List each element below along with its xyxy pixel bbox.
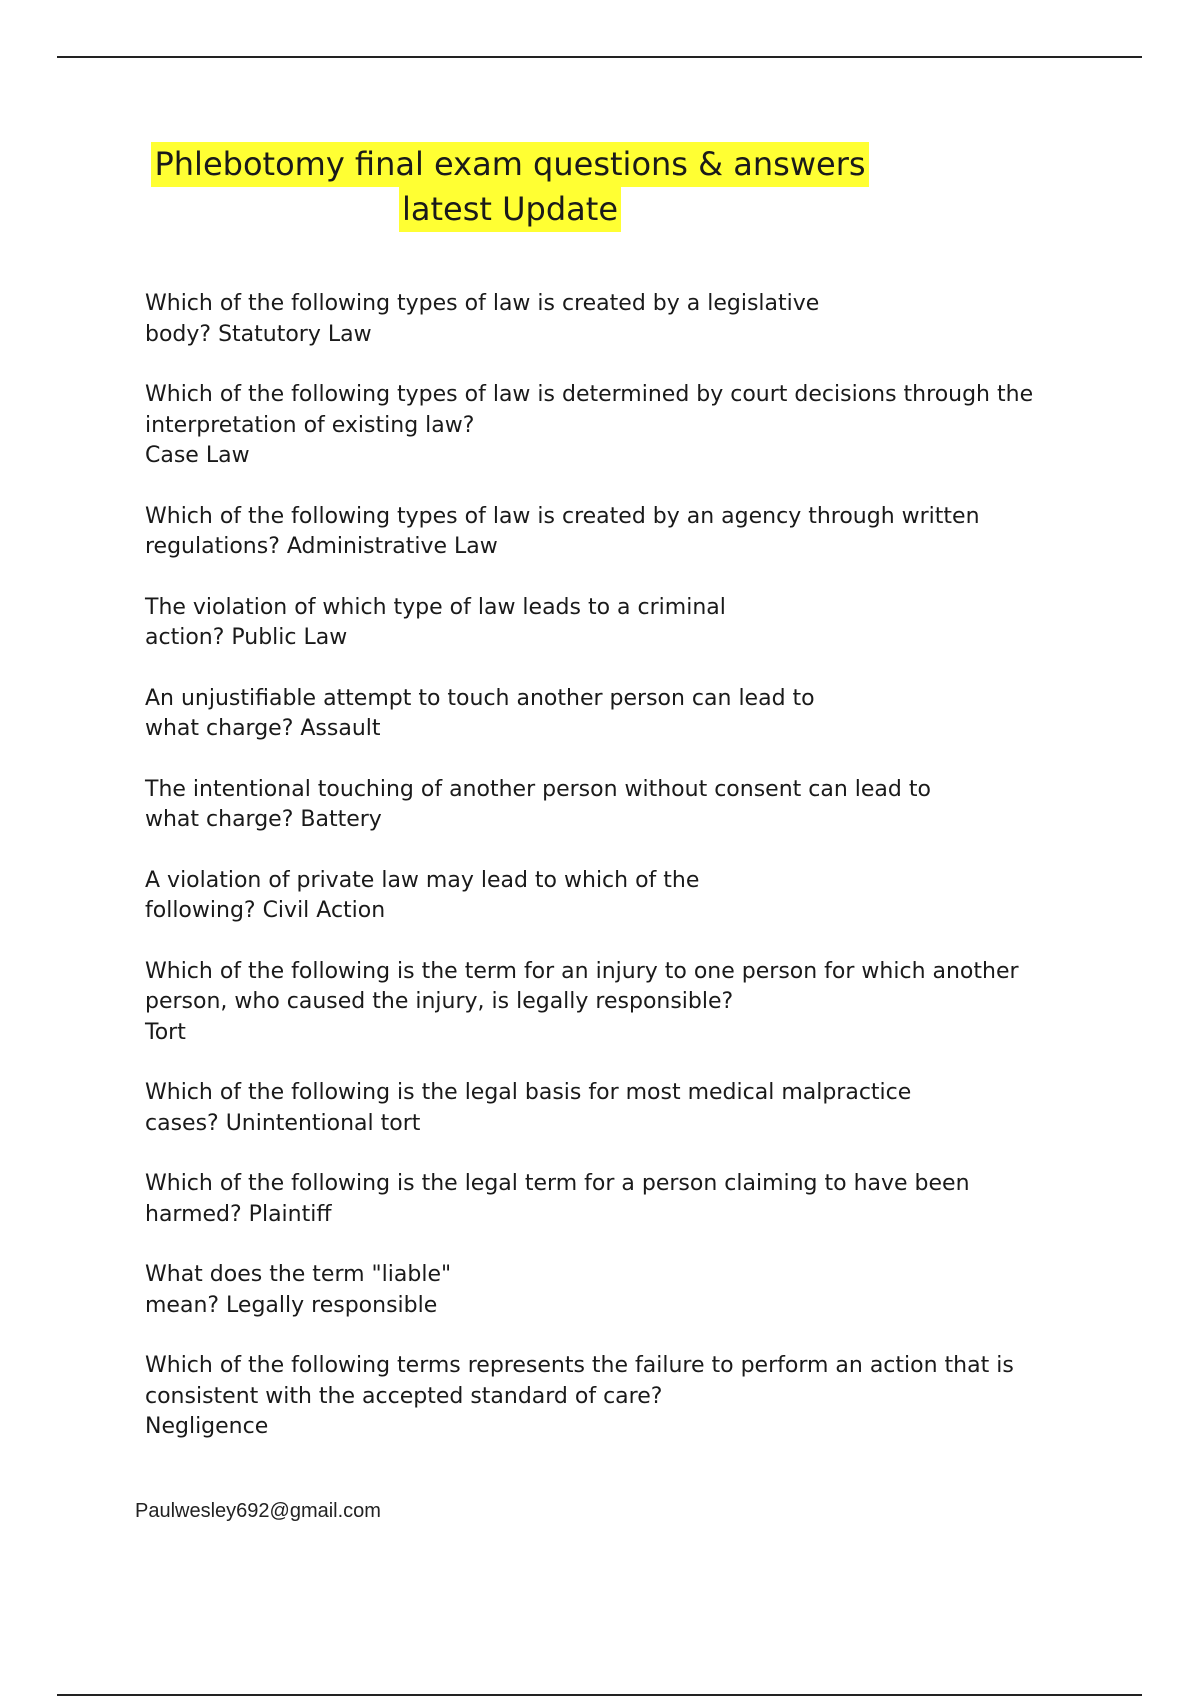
qa-line: consistent with the accepted standard of care? [145, 1383, 663, 1409]
qa-item [145, 502, 1075, 563]
qa-item [145, 289, 1075, 350]
qa-line: What does the term "liable" [145, 1262, 452, 1287]
qa-line: following? Civil Action [145, 898, 386, 923]
title-line-1: Phlebotomy final exam questions & answers [151, 142, 868, 187]
qa-line: mean? Legally responsible [145, 1292, 438, 1318]
qa-line: harmed? Plaintiff [145, 1201, 332, 1227]
qa-line: Which of the following terms represents the failure to perform an action that is [145, 1353, 1014, 1378]
page-title [150, 142, 870, 232]
qa-line: Which of the following is the legal term for a person claiming to have been [145, 1171, 970, 1196]
qa-line: Which of the following types of law is determined by court decisions through the [145, 382, 1034, 407]
qa-item [145, 1351, 1075, 1443]
qa-line: Which of the following is the legal basis for most medical malpractice [145, 1080, 912, 1105]
qa-line: Which of the following is the term for an injury to one person for which another [145, 958, 1019, 984]
qa-line: interpretation of existing law? [145, 412, 475, 438]
qa-line: The violation of which type of law leads to a criminal [145, 594, 726, 620]
qa-item [145, 380, 1075, 472]
qa-line: regulations? Administrative Law [145, 534, 498, 559]
qa-line: action? Public Law [145, 625, 348, 650]
top-divider [57, 56, 1142, 58]
qa-line: Case Law [145, 443, 250, 468]
qa-line: what charge? Assault [145, 716, 381, 741]
title-line-2: latest Update [399, 187, 621, 232]
qa-line: what charge? Battery [145, 807, 382, 832]
qa-line: The intentional touching of another person without consent can lead to [145, 776, 931, 802]
qa-line: A violation of private law may lead to which of the [145, 867, 700, 893]
qa-item [145, 1169, 1075, 1230]
bottom-divider [57, 1694, 1142, 1696]
qa-item [145, 593, 1075, 654]
qa-item [145, 957, 1075, 1049]
qa-item [145, 1260, 1075, 1321]
qa-line: An unjustifiable attempt to touch another person can lead to [145, 685, 815, 711]
qa-item [145, 684, 1075, 745]
qa-line: cases? Unintentional tort [145, 1110, 421, 1136]
qa-line: Tort [145, 1019, 186, 1045]
qa-line: Which of the following types of law is created by a legislative [145, 291, 820, 316]
qa-line: person, who caused the injury, is legally responsible? [145, 989, 734, 1014]
qa-line: body? Statutory Law [145, 321, 372, 347]
qa-item [145, 1078, 1075, 1139]
qa-line: Which of the following types of law is created by an agency through written [145, 503, 980, 529]
qa-list [145, 289, 1075, 1473]
footer-email: Paulwesley692@gmail.com [135, 1500, 381, 1522]
qa-item [145, 775, 1075, 836]
qa-line: Negligence [145, 1414, 269, 1439]
qa-item [145, 866, 1075, 927]
